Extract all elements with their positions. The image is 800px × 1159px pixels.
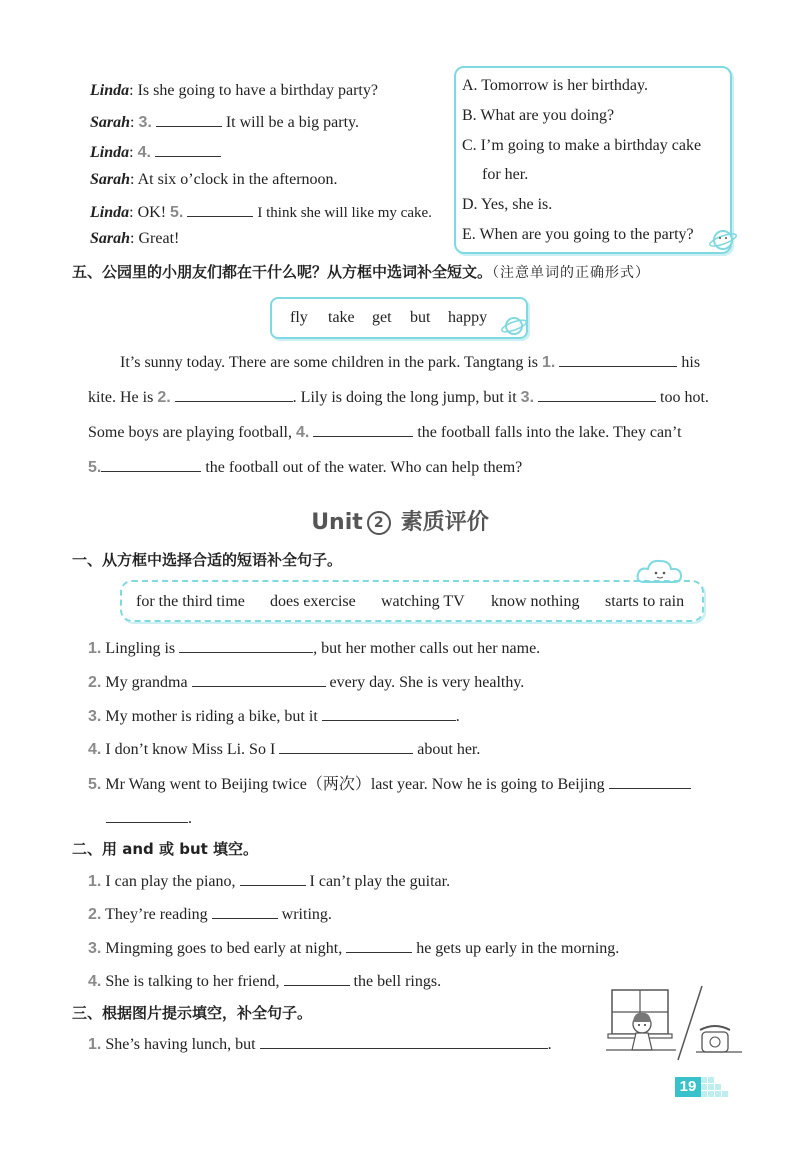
question-text: I can’t play the guitar. [309, 873, 451, 890]
word-option: get [372, 309, 392, 326]
part2-title: 二、用 and 或 but 填空。 [72, 840, 259, 858]
question-number: 4. [137, 144, 151, 161]
question-text: My mother is riding a bike, but it [105, 708, 318, 725]
answer-blank-2[interactable] [175, 385, 293, 402]
word-option: fly [290, 309, 308, 326]
dialogue-text: I think she will like my cake. [257, 205, 432, 221]
question-text: Mingming goes to bed early at night, [105, 940, 343, 957]
unit-subtitle: 素质评价 [400, 510, 489, 535]
page-number: 19 [675, 1077, 701, 1097]
question-number: 3. [138, 114, 152, 131]
answer-blank-5[interactable] [101, 455, 201, 472]
part2-heading [72, 839, 258, 859]
part2-item-1 [88, 869, 450, 892]
part3-item-1 [88, 1032, 552, 1055]
question-text: She’s having lunch, but [105, 1036, 256, 1053]
option-c-continued: for her. [482, 166, 529, 183]
answer-blank[interactable] [260, 1032, 548, 1049]
answer-blank[interactable] [284, 969, 350, 986]
question-text: every day. She is very healthy. [329, 674, 525, 691]
question-number: 2. [88, 906, 102, 923]
passage-line-2 [88, 385, 709, 408]
dialogue-line-3: Linda: 4. [90, 140, 221, 163]
passage-text: the football out of the water. Who can help them? [205, 459, 523, 476]
part1-item-5 [88, 772, 691, 795]
passage-text: Some boys are playing football, [88, 424, 292, 441]
option-c: C. I’m going to make a birthday cake [462, 137, 702, 154]
question-text: I don’t know Miss Li. So I [105, 741, 276, 758]
question-text: My grandma [105, 674, 188, 691]
answer-blank[interactable] [179, 636, 313, 653]
speaker-name: Linda [90, 82, 130, 99]
question-number: 1. [542, 354, 556, 371]
phrase-option: know nothing [491, 593, 580, 610]
dialogue-text: At six o’clock in the afternoon. [137, 171, 338, 188]
question-number: 3. [88, 708, 102, 725]
dialogue-text: OK! [137, 204, 167, 221]
question-text: . [455, 708, 460, 725]
option-d: D. Yes, she is. [462, 196, 553, 213]
question-number: 5. [88, 459, 102, 476]
option-a: A. Tomorrow is her birthday. [462, 77, 648, 94]
part1-item-5-continued [106, 806, 192, 829]
question-text: . [547, 1036, 552, 1053]
answer-blank[interactable] [346, 936, 412, 953]
question-number: 3. [520, 389, 535, 406]
question-text: about her. [417, 741, 481, 758]
speaker-name: Sarah [90, 171, 131, 188]
question-number: 1. [88, 640, 102, 657]
speaker-name: Linda [90, 204, 130, 221]
page-grid-decoration [701, 1077, 737, 1097]
part3-heading [72, 1003, 312, 1023]
planet-icon [708, 226, 740, 254]
question-number: 4. [88, 973, 102, 990]
answer-blank-4[interactable] [155, 140, 221, 157]
answer-blank[interactable] [240, 869, 306, 886]
passage-line-4 [88, 455, 522, 478]
option-b: B. What are you doing? [462, 107, 615, 124]
speaker-name: Linda [90, 144, 130, 161]
part2-item-2 [88, 902, 332, 925]
answer-blank-4[interactable] [313, 420, 413, 437]
answer-blank-3[interactable] [538, 385, 656, 402]
passage-text: . Lily is doing the long jump, but it [292, 389, 517, 406]
answer-blank[interactable] [192, 670, 326, 687]
dialogue-text: Is she going to have a birthday party? [137, 82, 378, 99]
dialogue-line-1: Linda: Is she going to have a birthday party? [90, 82, 378, 99]
word-option: take [328, 309, 355, 326]
answer-blank[interactable] [279, 737, 413, 754]
question-number: 3. [88, 940, 102, 957]
part1-item-2 [88, 670, 524, 693]
part3-title: 三、根据图片提示填空，补全句子。 [72, 1004, 313, 1022]
question-text: Lingling is [105, 640, 176, 657]
section5-title: 五、公园里的小朋友们都在干什么呢？从方框中选词补全短文。 [72, 263, 493, 281]
passage-text: his [681, 354, 701, 371]
question-number: 4. [295, 424, 310, 441]
answer-blank-3[interactable] [156, 110, 222, 127]
section5-note: （注意单词的正确形式） [492, 265, 651, 281]
part2-item-4 [88, 969, 441, 992]
passage-text: the football falls into the lake. They can’t [417, 424, 682, 441]
question-text: They’re reading [105, 906, 208, 923]
answer-blank-1[interactable] [559, 350, 677, 367]
phrase-option: watching TV [381, 593, 465, 610]
girl-phone-illustration [606, 984, 744, 1062]
dialogue-text: Great! [138, 230, 180, 247]
speaker-name: Sarah [90, 230, 131, 247]
part1-heading [72, 550, 342, 570]
section5-heading [72, 262, 650, 283]
question-number: 1. [88, 1036, 102, 1053]
phrase-option: for the third time [136, 593, 245, 610]
part1-item-3 [88, 704, 460, 727]
unit-prefix: Unit [311, 510, 363, 535]
answer-blank[interactable] [212, 902, 278, 919]
question-text: writing. [281, 906, 332, 923]
dialogue-line-4: Sarah: At six o’clock in the afternoon. [90, 171, 338, 188]
speaker-name: Sarah [90, 114, 131, 131]
part1-title: 一、从方框中选择合适的短语补全句子。 [72, 551, 343, 569]
question-number: 4. [88, 741, 102, 758]
part1-item-1 [88, 636, 540, 659]
dialogue-line-6: Sarah: Great! [90, 230, 180, 247]
question-number: 5. [88, 776, 102, 793]
phrase-option: starts to rain [605, 593, 685, 610]
passage-text: too hot. [660, 389, 709, 406]
answer-blank[interactable] [609, 772, 691, 789]
question-number: 1. [88, 873, 102, 890]
question-number: 5. [170, 204, 184, 221]
question-text: I can play the piano, [105, 873, 236, 890]
answer-blank[interactable] [106, 806, 188, 823]
dialogue-line-5: Linda: OK! 5. I think she will like my cake. [90, 200, 432, 223]
unit-title [0, 505, 800, 536]
question-text: he gets up early in the morning. [416, 940, 620, 957]
part1-item-4 [88, 737, 480, 760]
passage-text: It’s sunny today. There are some children in the park. Tangtang is [120, 354, 539, 371]
word-option: but [410, 309, 431, 326]
question-text: She is talking to her friend, [105, 973, 280, 990]
question-number: 2. [157, 389, 171, 406]
word-box [270, 297, 528, 339]
question-number: 2. [88, 674, 102, 691]
question-text: Mr Wang went to Beijing twice（两次）last year. Now he is going to Beijing [105, 776, 605, 793]
dialogue-text: It will be a big party. [225, 114, 359, 131]
answer-blank-5[interactable] [187, 200, 253, 217]
phrase-option: does exercise [270, 593, 356, 610]
part2-item-3 [88, 936, 619, 959]
dialogue-line-2: Sarah: 3. It will be a big party. [90, 110, 359, 133]
question-text: the bell rings. [353, 973, 442, 990]
phrase-box [120, 580, 704, 622]
unit-number: 2 [367, 511, 391, 535]
word-option: happy [448, 309, 488, 326]
passage-line-3 [88, 420, 682, 443]
options-box [454, 66, 732, 254]
answer-blank[interactable] [322, 704, 456, 721]
question-text: , but her mother calls out her name. [313, 640, 541, 657]
option-e: E. When are you going to the party? [462, 226, 694, 243]
passage-text: kite. He is [88, 389, 154, 406]
planet-icon [500, 313, 530, 339]
question-text: . [188, 810, 192, 827]
passage-line-1 [120, 350, 700, 373]
